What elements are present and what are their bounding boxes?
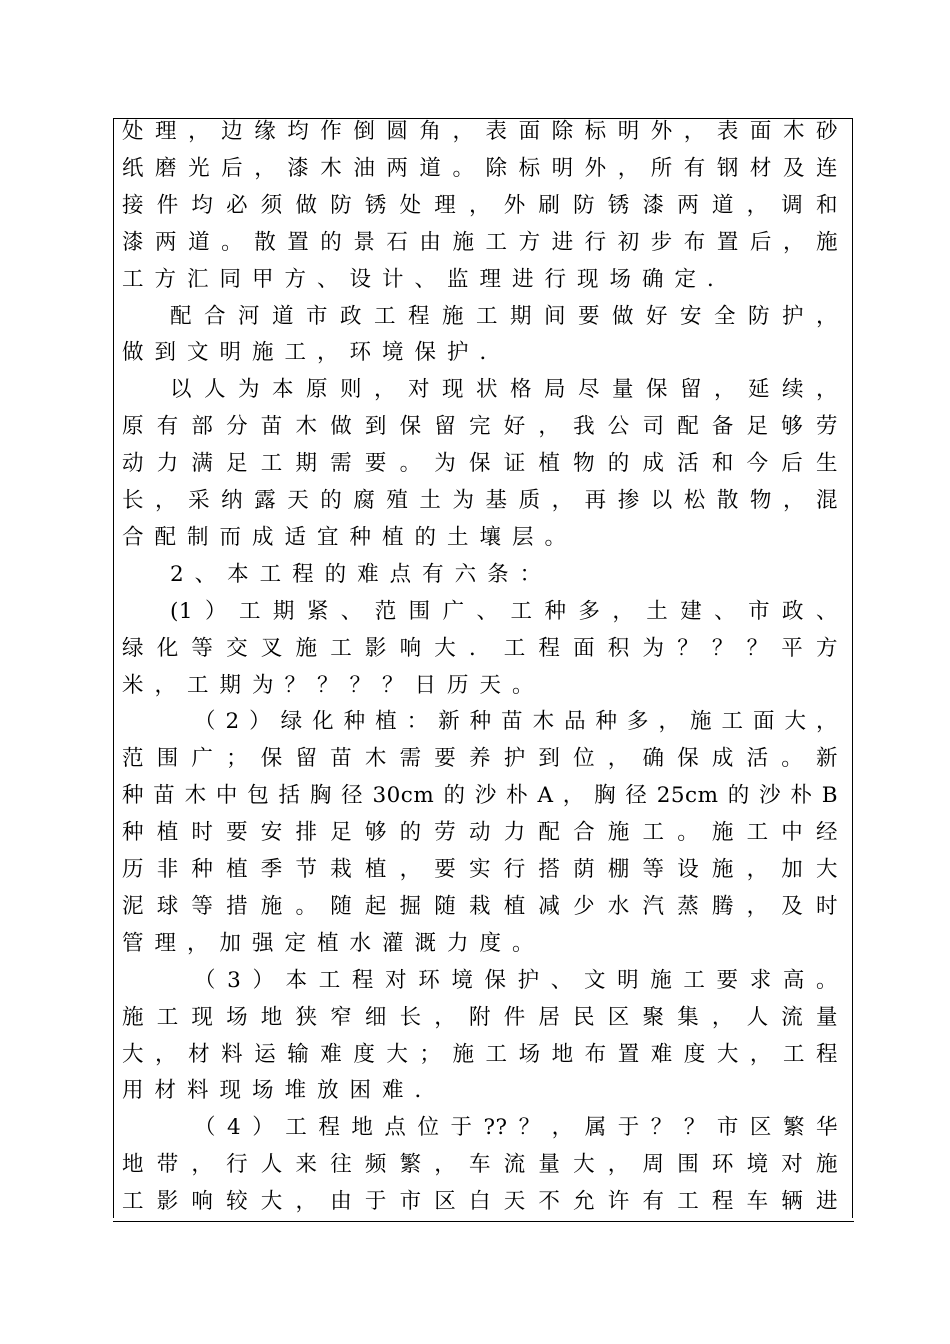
text-line: 种植时要安排足够的劳动力配合施工。施工中经 [122,820,838,846]
text-line: 用材料现场堆放困难． [122,1078,448,1104]
text-line: 动力满足工期需要。为保证植物的成活和今后生 [122,451,838,477]
text-line: （3）本工程对环境保护、文明施工要求高。 [194,967,838,993]
text-line: 施工现场地狭窄细长，附件居民区聚集，人流量 [122,1004,838,1030]
text-line: 2、本工程的难点有六条： [170,561,553,587]
text-line: (1）工期紧、范围广、工种多，土建、市政、 [170,598,838,624]
text-line: 绿化等交叉施工影响大．工程面积为？？？平方 [122,635,838,661]
text-line: 长，采纳露天的腐殖土为基质，再掺以松散物，混 [122,488,838,513]
text-line: 地带，行人来往频繁，车流量大，周围环境对施 [122,1152,838,1178]
text-line: 合配制而成适宜种植的土壤层。 [122,524,578,550]
text-line: 历非种植季节栽植，要实行搭荫棚等设施，加大 [122,857,838,882]
text-line: 泥球等措施。随起掘随栽植减少水汽蒸腾，及时 [122,893,838,919]
text-line: 接件均必须做防锈处理，外刷防锈漆两道，调和 [122,192,838,218]
text-line: 管理，加强定植水灌溉力度。 [122,930,545,956]
text-line: 米，工期为？？？？日历天。 [122,672,545,698]
text-line: 纸磨光后，漆木油两道。除标明外，所有钢材及连 [122,155,838,181]
text-line: 大，材料运输难度大；施工场地布置难度大，工程 [122,1041,838,1067]
text-line: 处理，边缘均作倒圆角，表面除标明外，表面木砂 [122,119,838,144]
text-line: 漆两道。散置的景石由施工方进行初步布置后，施 [122,229,838,255]
text-line: 种苗木中包括胸径30cm的沙朴A，胸径25cm的沙朴B [122,783,838,809]
text-line: （4）工程地点位于??？，属于？？市区繁华 [194,1115,838,1141]
text-line: 工影响较大，由于市区白天不允许有工程车辆进 [122,1189,838,1215]
text-line: 工方汇同甲方、设计、监理进行现场确定． [122,266,740,292]
text-line: 范围广；保留苗木需要养护到位，确保成活。新 [122,746,838,772]
text-line: （2）绿化种植：新种苗木品种多，施工面大， [194,709,838,735]
text-line: 原有部分苗木做到保留完好，我公司配备足够劳 [122,414,838,440]
text-line: 做到文明施工，环境保护． [122,340,513,366]
text-line: 以人为本原则，对现状格局尽量保留，延续， [170,377,838,403]
text-line: 配合河道市政工程施工期间要做好安全防护， [170,303,838,329]
